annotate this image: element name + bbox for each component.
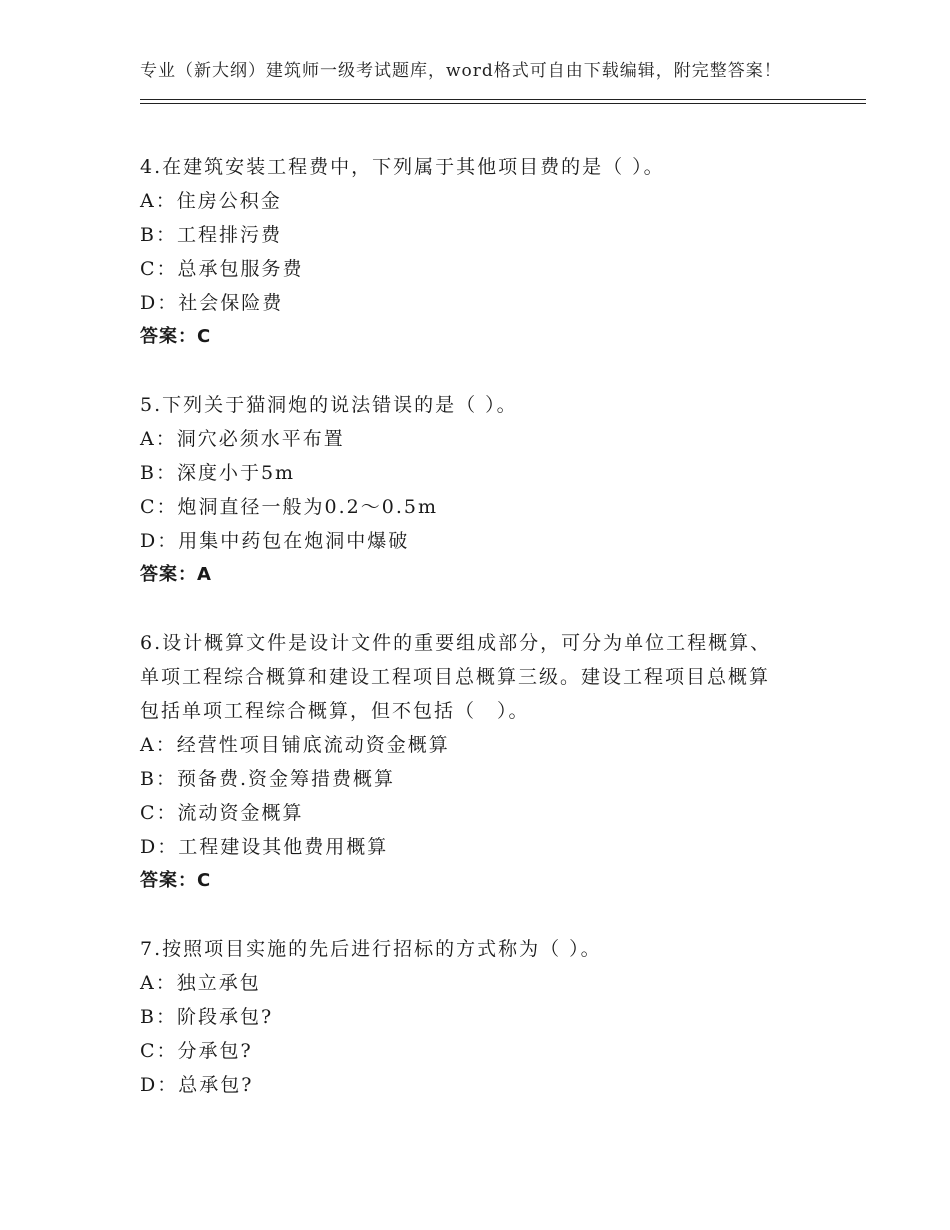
header-rule-top — [140, 99, 866, 100]
question-list — [140, 150, 820, 1136]
option-b: B：工程排污费 — [140, 224, 282, 246]
page-header: 专业（新大纲）建筑师一级考试题库，word格式可自由下载编辑，附完整答案！ — [140, 61, 782, 81]
option-a: A：住房公积金 — [140, 190, 282, 212]
option-d: D：用集中药包在炮洞中爆破 — [140, 530, 410, 552]
option-c: C：总承包服务费 — [140, 258, 304, 280]
question-4 — [140, 150, 820, 354]
question-7 — [140, 932, 820, 1102]
option-c: C：炮洞直径一般为0.2～0.5m — [140, 496, 438, 518]
option-a: A：独立承包 — [140, 972, 261, 994]
option-d: D：社会保险费 — [140, 292, 284, 314]
header-rule-bottom — [140, 103, 866, 104]
option-a: A：经营性项目铺底流动资金概算 — [140, 734, 450, 756]
question-stem: 4.在建筑安装工程费中，下列属于其他项目费的是（ ）。 — [140, 156, 665, 178]
question-stem-line-1: 6.设计概算文件是设计文件的重要组成部分，可分为单位工程概算、 — [140, 632, 772, 654]
option-c: C：分承包? — [140, 1040, 253, 1062]
option-b: B：预备费.资金筹措费概算 — [140, 768, 396, 790]
option-d: D：工程建设其他费用概算 — [140, 836, 389, 858]
question-stem-line-3: 包括单项工程综合概算，但不包括（ ）。 — [140, 700, 530, 722]
answer: 答案：C — [140, 326, 212, 347]
option-d: D：总承包? — [140, 1074, 254, 1096]
option-a: A：洞穴必须水平布置 — [140, 428, 345, 450]
option-c: C：流动资金概算 — [140, 802, 304, 824]
question-stem: 7.按照项目实施的先后进行招标的方式称为（ ）。 — [140, 938, 602, 960]
question-5 — [140, 388, 820, 592]
answer: 答案：C — [140, 870, 212, 891]
option-b: B：深度小于5m — [140, 462, 296, 484]
answer: 答案：A — [140, 564, 212, 585]
option-b: B：阶段承包? — [140, 1006, 274, 1028]
question-stem-line-2: 单项工程综合概算和建设工程项目总概算三级。建设工程项目总概算 — [140, 666, 771, 688]
question-6 — [140, 626, 820, 898]
question-stem: 5.下列关于猫洞炮的说法错误的是（ ）。 — [140, 394, 518, 416]
